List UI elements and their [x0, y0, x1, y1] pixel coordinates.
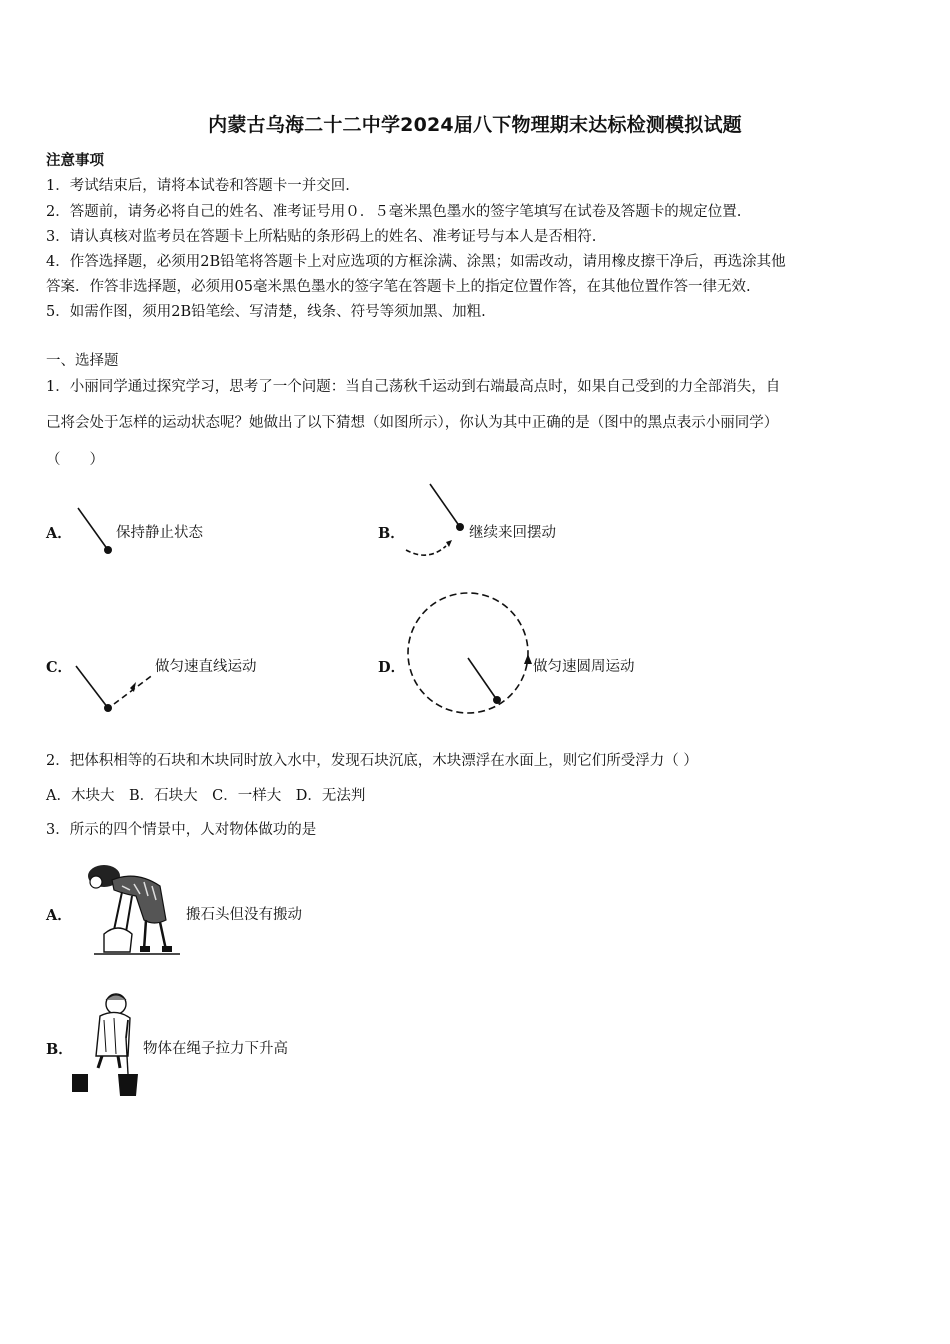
- pendulum-linear-figure: [70, 660, 160, 720]
- notice-item: 1．考试结束后，请将本试卷和答题卡一并交回.: [46, 178, 350, 194]
- option-a-text: 保持静止状态: [116, 525, 203, 541]
- question-2-text: 2．把体积相等的石块和木块同时放入水中，发现石块沉底，木块漂浮在水面上，则它们所受浮力（ ）: [46, 753, 698, 769]
- question-1-line: 1．小丽同学通过探究学习，思考了一个问题：当自己荡秋千运动到右端最高点时，如果自己受到的力全部消失，自: [46, 379, 781, 395]
- question-1-blank: （ ）: [46, 452, 104, 468]
- option-c-text: 做匀速直线运动: [155, 659, 257, 675]
- person-pushing-stone-figure: [74, 860, 184, 960]
- option-b-letter: B．: [378, 525, 405, 542]
- question-2-options: A．木块大 B．石块大 C．一样大 D．无法判: [46, 788, 366, 804]
- option-b-letter: B．: [46, 1041, 73, 1058]
- option-c-letter: C．: [46, 659, 73, 676]
- notice-item: 4．作答选择题，必须用2B铅笔将答题卡上对应选项的方框涂满、涂黑；如需改动，请用橡皮擦干净后，再选涂其他: [46, 254, 786, 270]
- section-heading: 一、选择题: [46, 353, 119, 369]
- notice-item: 5．如需作图，须用2B铅笔绘、写清楚，线条、符号等须加黑、加粗.: [46, 304, 486, 320]
- option-a-text: 搬石头但没有搬动: [186, 907, 302, 923]
- option-a-letter: A．: [46, 525, 72, 542]
- option-d-text: 做匀速圆周运动: [533, 659, 635, 675]
- person-lifting-bucket-figure: [70, 990, 150, 1102]
- page-title: 内蒙古乌海二十二中学2024届八下物理期末达标检测模拟试题: [208, 114, 742, 136]
- pendulum-circular-figure: [400, 590, 540, 720]
- option-a-letter: A．: [46, 907, 72, 924]
- notice-item: 2．答题前，请务必将自己的姓名、准考证号用０．５毫米黑色墨水的签字笔填写在试卷及答题卡的规定位置.: [46, 204, 742, 220]
- question-1-line: 己将会处于怎样的运动状态呢？她做出了以下猜想（如图所示），你认为其中正确的是（图中的黑点表示小丽同学）: [46, 415, 779, 431]
- option-b-text: 继续来回摆动: [469, 525, 556, 541]
- notice-heading: 注意事项: [46, 152, 104, 169]
- option-d-letter: D．: [378, 659, 406, 676]
- question-3-text: 3．所示的四个情景中，人对物体做功的是: [46, 822, 317, 838]
- notice-item: 答案．作答非选择题，必须用05毫米黑色墨水的签字笔在答题卡上的指定位置作答，在其他位置作答一律无效.: [46, 279, 751, 295]
- pendulum-swing-figure: [400, 480, 480, 560]
- notice-item: 3．请认真核对监考员在答题卡上所粘贴的条形码上的姓名、准考证号与本人是否相符.: [46, 229, 597, 245]
- option-b-text: 物体在绳子拉力下升高: [143, 1041, 288, 1057]
